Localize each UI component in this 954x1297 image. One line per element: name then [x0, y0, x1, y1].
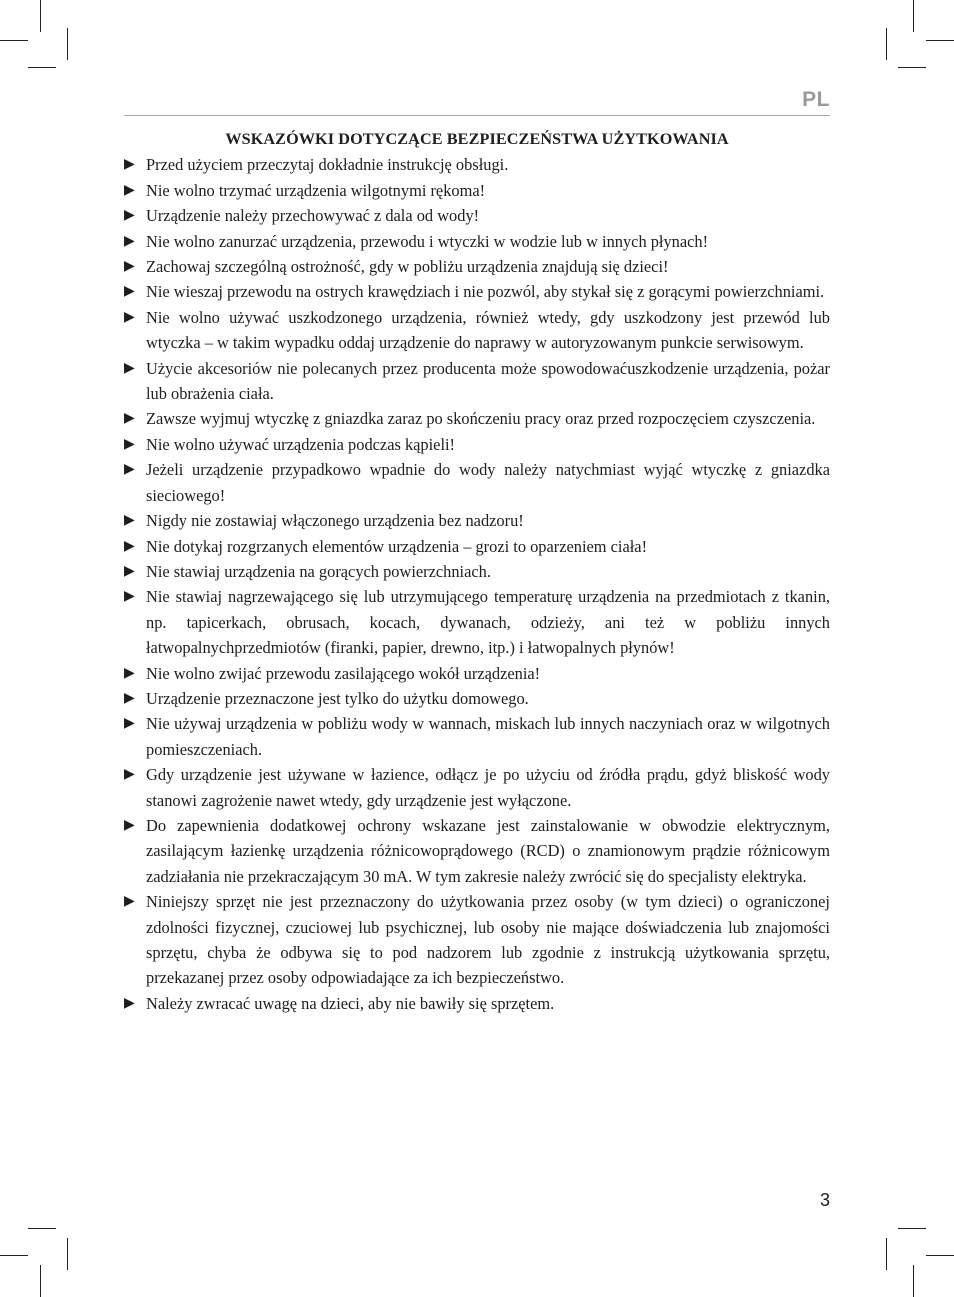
crop-mark	[926, 40, 954, 41]
list-item	[124, 152, 830, 177]
right-pointing-triangle-icon: ▶	[124, 816, 135, 833]
section-title: WSKAZÓWKI DOTYCZĄCE BEZPIECZEŃSTWA UŻYTKOWANIA	[225, 130, 729, 148]
list-item	[124, 813, 830, 889]
list-item	[124, 406, 830, 431]
list-item	[124, 356, 830, 407]
header-divider	[124, 115, 830, 116]
list-item	[124, 508, 830, 533]
list-item-text: Nie wieszaj przewodu na ostrych krawędziach i nie pozwól, aby stykał się z gorącymi powierzchniami.	[146, 282, 825, 302]
list-item	[124, 991, 830, 1016]
right-pointing-triangle-icon: ▶	[124, 156, 135, 173]
list-item-text: Urządzenie należy przechowywać z dala od wody!	[146, 206, 480, 226]
right-pointing-triangle-icon: ▶	[124, 258, 135, 275]
right-pointing-triangle-icon: ▶	[124, 283, 135, 300]
crop-mark	[913, 0, 914, 32]
crop-mark	[40, 0, 41, 32]
right-pointing-triangle-icon: ▶	[124, 512, 135, 529]
list-item-text: Należy zwracać uwagę na dzieci, aby nie bawiły się sprzętem.	[146, 993, 555, 1013]
right-pointing-triangle-icon: ▶	[124, 232, 135, 249]
list-item-text: Niniejszy sprzęt nie jest przeznaczony do użytkowania przez osoby (w tym dzieci) o ograniczonej zdolności fizycznej, czuciowej lub psychicznej, lub osoby nie mające doświadczenia lub znajomości sprzętu, chyba że odbywa się to pod nadzorem lub zgodnie z instrukcją użytkowania sprzętu, przekazanej przez osoby odpowiadające za ich bezpieczeństwo.	[146, 892, 830, 988]
safety-list	[124, 152, 830, 1016]
crop-mark	[28, 67, 56, 68]
list-item	[124, 178, 830, 203]
list-item	[124, 432, 830, 457]
right-pointing-triangle-icon: ▶	[124, 715, 135, 732]
list-item-text: Nie używaj urządzenia w pobliżu wody w wannach, miskach lub innych naczyniach oraz w wilgotnych pomieszczeniach.	[146, 714, 830, 759]
crop-mark	[898, 67, 926, 68]
language-label: PL	[802, 88, 830, 111]
list-item-text: Do zapewnienia dodatkowej ochrony wskazane jest zainstalowanie w obwodzie elektrycznym, zasilającym łazienkę urządzenia różnicowoprądowego (RCD) o znamionowym prądzie różnicowym zadziałania nie przekraczającym 30 mA. W tym zakresie należy zwrócić się do specjalisty elektryka.	[146, 815, 830, 886]
list-item	[124, 254, 830, 279]
right-pointing-triangle-icon: ▶	[124, 562, 135, 579]
list-item-text: Zawsze wyjmuj wtyczkę z gniazdka zaraz po skończeniu pracy oraz przed rozpoczęciem czyszczenia.	[146, 409, 816, 429]
list-item-text: Jeżeli urządzenie przypadkowo wpadnie do wody należy natychmiast wyjąć wtyczkę z gniazdka sieciowego!	[146, 460, 830, 505]
crop-mark	[0, 40, 28, 41]
right-pointing-triangle-icon: ▶	[124, 181, 135, 198]
list-item	[124, 584, 830, 660]
list-item	[124, 229, 830, 254]
crop-mark	[67, 28, 68, 60]
list-item-text: Nie wolno używać uszkodzonego urządzenia, również wtedy, gdy uszkodzony jest przewód lub wtyczka – w takim wypadku oddaj urządzenie do naprawy w autoryzowanym punkcie serwisowym.	[146, 307, 830, 353]
right-pointing-triangle-icon: ▶	[124, 766, 135, 783]
crop-mark	[28, 1228, 56, 1229]
list-item	[124, 457, 830, 508]
right-pointing-triangle-icon: ▶	[124, 588, 135, 605]
list-item	[124, 203, 830, 228]
crop-mark	[886, 28, 887, 60]
crop-mark	[0, 1255, 28, 1256]
list-item	[124, 661, 830, 686]
list-item-text: Nigdy nie zostawiaj włączonego urządzenia bez nadzoru!	[146, 511, 524, 531]
right-pointing-triangle-icon: ▶	[124, 359, 135, 376]
right-pointing-triangle-icon: ▶	[124, 994, 135, 1011]
right-pointing-triangle-icon: ▶	[124, 435, 135, 452]
list-item-text: Zachowaj szczególną ostrożność, gdy w pobliżu urządzenia znajdują się dzieci!	[146, 257, 669, 277]
list-item-text: Przed użyciem przeczytaj dokładnie instrukcję obsługi.	[146, 155, 509, 175]
crop-mark	[886, 1238, 887, 1270]
list-item	[124, 534, 830, 559]
right-pointing-triangle-icon: ▶	[124, 689, 135, 706]
list-item-text: Gdy urządzenie jest używane w łazience, odłącz je po użyciu od źródła prądu, gdyż bliskość wody stanowi zagrożenie nawet wtedy, gdy urządzenie jest wyłączone.	[146, 765, 830, 810]
page-number: 3	[819, 1190, 830, 1210]
right-pointing-triangle-icon: ▶	[124, 207, 135, 224]
crop-mark	[898, 1228, 926, 1229]
crop-mark	[913, 1265, 914, 1297]
list-item-text: Nie wolno zwijać przewodu zasilającego wokół urządzenia!	[146, 663, 541, 683]
crop-mark	[40, 1265, 41, 1297]
right-pointing-triangle-icon: ▶	[124, 664, 135, 681]
list-item	[124, 889, 830, 991]
list-item-text: Nie stawiaj urządzenia na gorących powierzchniach.	[146, 561, 491, 581]
list-item-text: Urządzenie przeznaczone jest tylko do użytku domowego.	[146, 688, 529, 708]
list-item	[124, 762, 830, 813]
list-item	[124, 305, 830, 356]
right-pointing-triangle-icon: ▶	[124, 410, 135, 427]
right-pointing-triangle-icon: ▶	[124, 537, 135, 554]
list-item	[124, 686, 830, 711]
right-pointing-triangle-icon: ▶	[124, 461, 135, 478]
crop-mark	[67, 1238, 68, 1270]
list-item	[124, 559, 830, 584]
safety-section	[124, 127, 830, 1016]
list-item	[124, 711, 830, 762]
right-pointing-triangle-icon: ▶	[124, 893, 135, 910]
list-item-text: Nie wolno używać urządzenia podczas kąpieli!	[146, 434, 456, 454]
list-item	[124, 279, 830, 304]
list-item-text: Nie wolno zanurzać urządzenia, przewodu i wtyczki w wodzie lub w innych płynach!	[146, 231, 709, 251]
list-item-text: Nie stawiaj nagrzewającego się lub utrzymującego temperaturę urządzenia na przedmiotach z tkanin, np. tapicerkach, obrusach, kocach, dywanach, odzieży, ani też w pobliżu innych łatwopalnychprzedmiotów (firanki, papier, drewno, itp.) i łatwopalnych płynów!	[146, 587, 830, 658]
crop-mark	[926, 1255, 954, 1256]
list-item-text: Użycie akcesoriów nie polecanych przez producenta może spowodowaćuszkodzenie urządzenia, pożar lub obrażenia ciała.	[146, 358, 830, 404]
list-item-text: Nie dotykaj rozgrzanych elementów urządzenia – grozi to oparzeniem ciała!	[146, 536, 648, 556]
right-pointing-triangle-icon: ▶	[124, 308, 135, 325]
list-item-text: Nie wolno trzymać urządzenia wilgotnymi rękoma!	[146, 180, 486, 200]
